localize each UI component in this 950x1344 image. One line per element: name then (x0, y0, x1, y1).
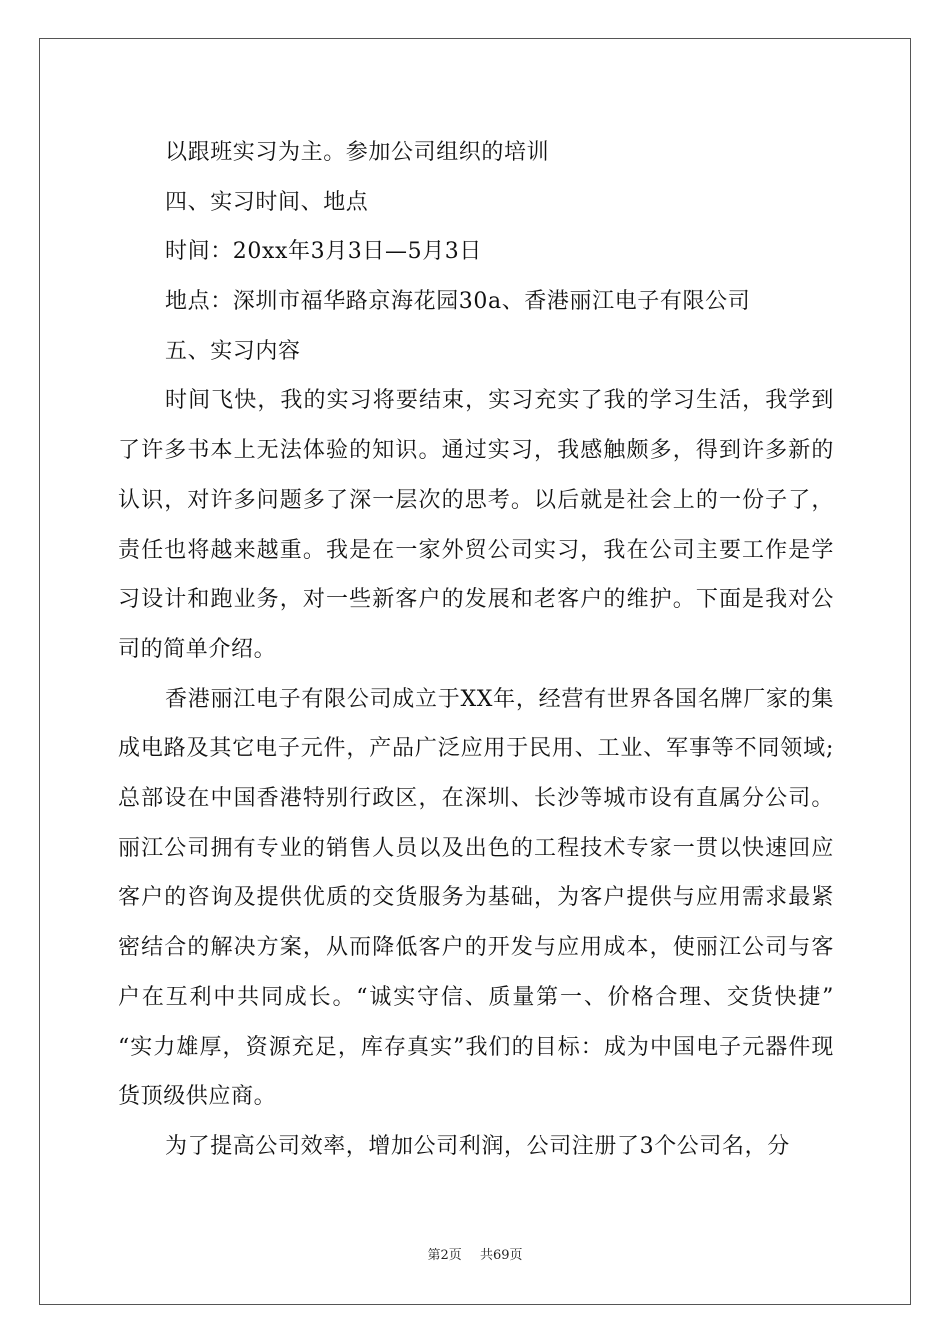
text-line: 时间：20xx年3月3日—5月3日 (165, 239, 482, 265)
page-footer (0, 1244, 950, 1263)
section-heading: 五、实习内容 (165, 338, 301, 364)
section-heading: 四、实习时间、地点 (165, 189, 369, 215)
text-line: 以跟班实习为主。参加公司组织的培训 (165, 140, 550, 165)
page-total: 共69页 (479, 1248, 523, 1263)
paragraph: 香港丽江电子有限公司成立于XX年，经营有世界各国名牌厂家的集成电路及其它电子元件，产品广泛应用于民用、工业、军事等不同领域;总部设在中国香港特别行政区，在深圳、长沙等城市设有直属分公司。 丽江公司拥有专业的销售人员以及出色的工程技术专家一贯以快速回应客户的咨询及提供优质的交货服务为基础，为客户提供与应用需求最紧密结合的解决方案，从而降低客户的开发与应用成本，使丽江公司与客户在互利中共同成长。“诚实守信、质量第一、价格合理、交货快捷” “实力雄厚，资源充足，库存真实”我们的目标：成为中国电子元器件现货顶级供应商。 (118, 686, 834, 1110)
paragraph: 为了提高公司效率，增加公司利润，公司注册了3个公司名，分 (165, 1133, 790, 1159)
paragraph: 时间飞快，我的实习将要结束，实习充实了我的学习生活，我学到了许多书本上无法体验的知识。通过实习，我感触颇多，得到许多新的认识，对许多问题多了深一层次的思考。以后就是社会上的一份子了，责任也将越来越重。我是在一家外贸公司实习，我在公司主要工作是学习设计和跑业务，对一些新客户的发展和老客户的维护。下面是我对公司的简单介绍。 (118, 388, 834, 662)
page-number: 第2页 (427, 1248, 462, 1263)
document-body (118, 128, 834, 1172)
text-line: 地点：深圳市福华路京海花园30a、香港丽江电子有限公司 (165, 289, 751, 315)
